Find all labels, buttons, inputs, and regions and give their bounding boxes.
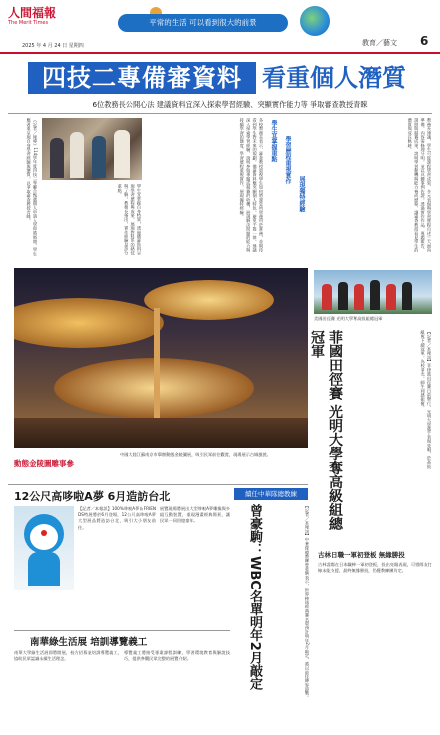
masthead bbox=[0, 0, 440, 52]
sports-headline: 菲國田徑賽 光明大學奪高級組總冠軍 bbox=[309, 330, 343, 531]
section-label: 教育／藝文 bbox=[362, 39, 397, 47]
main-article bbox=[8, 116, 432, 266]
article-column: 各校教務長表示，審查教授重視學生如何將課堂所學運用於實務，並期待看到學生對未來的規劃。備審資料應突顯個人特色，避免千篇一律，建議深入探索學習經驗、說明參與專題或競賽的收穫，展現解決問題的能力與持續學習的態度。學習歷程重視實作，展現獨特經驗。 bbox=[239, 118, 264, 253]
sports-sub-headline: 古林日職一軍初登板 無緣勝投 bbox=[318, 551, 405, 559]
sidebar-heading bbox=[266, 120, 278, 180]
article-column: 【記者／本報訊】中華隊總教練曾豪駒表示，世界棒球經典賽名單預計明年2月敲定，將以最佳陣容迎戰。 bbox=[305, 504, 310, 700]
sidebar-heading-2: 重點 bbox=[270, 150, 277, 162]
sports-photo bbox=[314, 270, 432, 314]
headline-right: 看重個人潛質 bbox=[262, 64, 406, 92]
subtitle: 6位教務長公開心法 建議資料宜深入探索學習經驗、突顯實作能力等 爭取審查教授青睞 bbox=[92, 100, 368, 109]
article-column: 【記者／本報訊】菲律賓田徑賽日前舉行，光明大學選手表現亮眼，於高級組奪下總冠軍，為校爭光，師生同感振奮。 bbox=[420, 330, 432, 469]
logo-en: The Merit Times bbox=[8, 20, 49, 26]
festival-photo bbox=[14, 268, 308, 448]
doraemon-photo bbox=[14, 506, 74, 590]
article-column: 學生宜掌握自身特質，透過備審資料呈現學習歷程與成果，展現對科系的熱忱與了解。教務長指出，實作經驗是評分重點。 bbox=[117, 184, 142, 256]
page-number: 6 bbox=[420, 34, 429, 48]
nanhua-headline: 南華綠生活展 培訓導覽義工 bbox=[30, 637, 148, 648]
logo-text: 人間福報 bbox=[8, 6, 57, 20]
headline-left: 四技二專備審資料 bbox=[28, 62, 256, 94]
baseball-tag: 續任中華隊總教練 bbox=[234, 488, 308, 500]
festival-caption: 中國大陸江蘇南京市舉辦動態金陵圖展，吸引民眾前往觀賞，現場展示古城風貌。 bbox=[120, 452, 271, 457]
article-column: 古林睿煬在日本職棒一軍初登板，投出亮眼表現，可惜隊友打線未能支援，最終無緣勝投，仍獲教練團肯定。 bbox=[318, 562, 432, 574]
masthead-logo bbox=[8, 6, 62, 36]
slogan-banner: 平常的生活 可以看到很大的前景 bbox=[118, 14, 288, 32]
article-column: 展覽現場將展出大型哆啦A夢雕像與多組互動裝置，重現漫畫經典場景，讓民眾一同回憶童年。 bbox=[160, 506, 230, 524]
quote-block-2: 展現獨特經驗 bbox=[298, 176, 305, 212]
sidebar-heading-1: 學生宜掌握 bbox=[270, 120, 277, 150]
quote-block-1: 學習歷程重視實作 bbox=[284, 136, 291, 184]
masthead-date: 2025 年 4 月 24 日 星期四 bbox=[22, 43, 84, 49]
baseball-headline: 曾豪駒：WBC名單明年2月敲定 bbox=[247, 504, 262, 690]
article-column: 【記者／本報訊】100%哆啦A夢＆FRIENDS特展將於6月登場，12公尺高哆啦A夢大型展品將造訪台北，吸引大小朋友前往。 bbox=[78, 506, 156, 530]
doraemon-headline: 12公尺高哆啦A夢 6月造訪台北 bbox=[14, 490, 171, 503]
article-column: 《記者／報導》114學年度四技二專聯合甄選個人申請入學即將展開。學生應著重呈現自身學習經驗與潛質，以爭取審查教授青睞。 bbox=[26, 118, 38, 256]
sports-photo-caption: 美國田徑賽 光明大學奪高級組總冠軍 bbox=[314, 316, 383, 321]
article-column: 導覽義工將接受專業課程訓練，學習環境教育與解說技巧，提供參觀民眾完整的展覽介紹。 bbox=[124, 650, 230, 662]
article-column: 南華大學綠生活展即將開展，校方招募並培訓導覽義工，協助民眾認識永續生活理念。 bbox=[14, 650, 122, 662]
students-photo bbox=[42, 118, 142, 180]
festival-banner-caption: 動態金陵圖雕事參 bbox=[14, 459, 74, 468]
article-column: 教務長建議，學生可從課程學習成果、多元表現與學習歷程自述三大面向準備，內容需條理分明，並以具體事例佐證。透過實作作品、專題報告、證照與競賽成果，說明學習動機與能力養成歷程，讓審查教授看見學生的潛質與成長軌跡。 bbox=[407, 118, 432, 253]
globe-icon bbox=[300, 6, 330, 36]
headline bbox=[0, 56, 440, 98]
